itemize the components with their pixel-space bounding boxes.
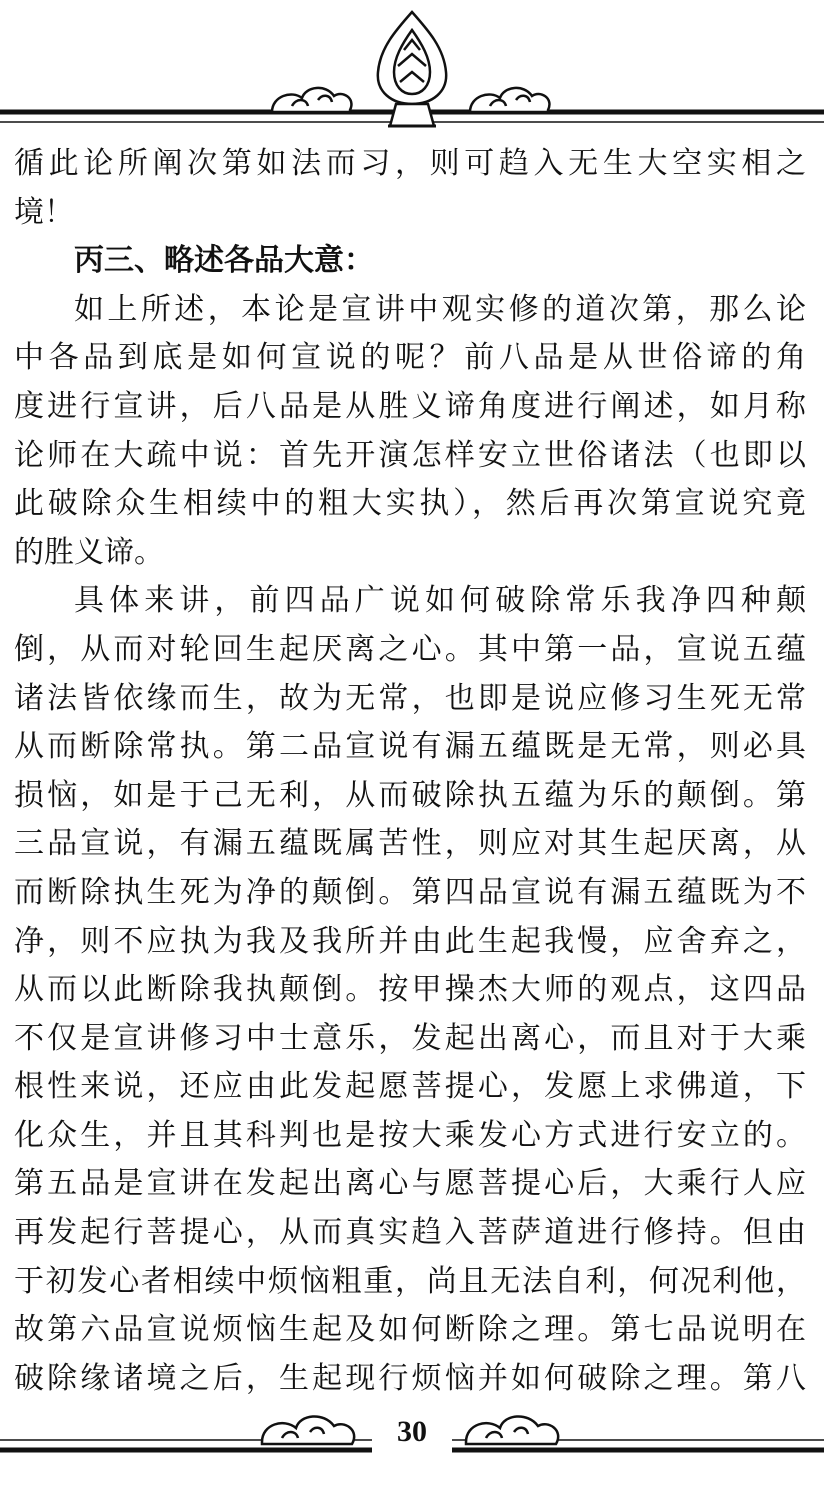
text-line: 故第六品宣说烦恼生起及如何断除之理。第七品说明在 — [14, 1312, 806, 1348]
text-line: 的胜义谛。 — [14, 534, 164, 570]
cloud-swirl-icon — [466, 1416, 558, 1444]
text-line: 损恼，如是于己无利，从而破除执五蕴为乐的颠倒。第 — [14, 777, 806, 813]
page-number: 30 — [397, 1415, 427, 1448]
text-line: 根性来说，还应由此发起愿菩提心，发愿上求佛道，下 — [14, 1069, 806, 1105]
text-line: 化众生，并且其科判也是按大乘发心方式进行安立的。 — [14, 1117, 806, 1153]
text-line: 中各品到底是如何宣说的呢？前八品是从世俗谛的角 — [14, 340, 806, 376]
text-line: 再发起行菩提心，从而真实趋入菩萨道进行修持。但由 — [14, 1215, 806, 1251]
cloud-swirl-icon — [470, 88, 549, 112]
cloud-swirl-icon — [262, 1416, 354, 1444]
text-line: 诸法皆依缘而生，故为无常，也即是说应修习生死无常 — [14, 680, 806, 716]
text-line: 倒，从而对轮回生起厌离之心。其中第一品，宣说五蕴 — [14, 631, 806, 667]
text-line: 度进行宣讲，后八品是从胜义谛角度进行阐述，如月称 — [14, 388, 806, 424]
text-line: 从而断除常执。第二品宣说有漏五蕴既是无常，则必具 — [14, 729, 806, 765]
text-line: 而断除执生死为净的颠倒。第四品宣说有漏五蕴既为不 — [14, 874, 806, 910]
text-line: 净，则不应执为我及我所并由此生起我慢，应舍弃之， — [14, 923, 806, 959]
text-line: 论师在大疏中说：首先开演怎样安立世俗诸法（也即以 — [14, 437, 806, 473]
text-line: 此破除众生相续中的粗大实执），然后再次第宣说究竟 — [14, 486, 806, 522]
cloud-swirl-icon — [272, 88, 351, 112]
section-heading: 丙三、略述各品大意： — [74, 243, 374, 279]
text-line: 第五品是宣讲在发起出离心与愿菩提心后，大乘行人应 — [14, 1166, 806, 1202]
text-line: 不仅是宣讲修习中士意乐，发起出离心，而且对于大乘 — [14, 1020, 806, 1056]
flame-jewel-icon — [378, 12, 446, 126]
text-line: 从而以此断除我执颠倒。按甲操杰大师的观点，这四品 — [14, 972, 806, 1008]
header-ornament — [0, 0, 824, 140]
text-line: 于初发心者相续中烦恼粗重，尚且无法自利，何况利他， — [14, 1263, 806, 1299]
text-line: 境！ — [14, 194, 74, 230]
text-line: 如上所述，本论是宣讲中观实修的道次第，那么论 — [74, 291, 806, 327]
text-line: 循此论所阐次第如法而习，则可趋入无生大空实相之 — [14, 146, 806, 181]
text-line: 具体来讲，前四品广说如何破除常乐我净四种颠 — [74, 583, 806, 619]
text-line: 三品宣说，有漏五蕴既属苦性，则应对其生起厌离，从 — [14, 826, 806, 862]
page-body — [14, 140, 806, 1403]
text-line: 破除缘诸境之后，生起现行烦恼并如何破除之理。第八 — [14, 1360, 806, 1396]
